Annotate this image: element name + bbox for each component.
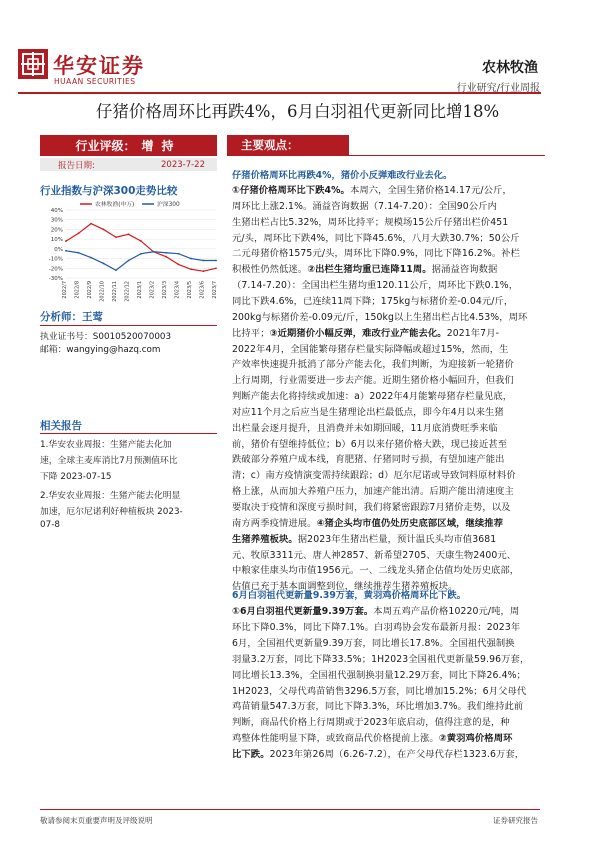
line-text: 前，猪价有望维持低位；b）6月以来仔猪价格大跌，现已接近甚至 (232, 438, 508, 450)
highlight-pig-price: 仔猪价格周环比再跌4%，猪价小反弹难改行业去化。 (232, 170, 453, 181)
paragraph-line (232, 746, 524, 760)
paragraph-line (232, 714, 510, 728)
paragraph-line (232, 531, 496, 545)
x-tick-label: 2022/12 (124, 281, 131, 302)
line-text: 中粮家佳康头均市值1956元。一、二线龙头猪企估值均处历史底部， (232, 565, 520, 577)
bold-phrase: ①仔猪价格周环比下跌4%。 (232, 185, 350, 196)
data-point (103, 229, 105, 231)
bold-phrase: 生猪养殖板块。 (232, 533, 298, 545)
related-line[interactable]: 1.华安农业周报：生猪产能去化加 (40, 440, 172, 450)
data-point (190, 268, 192, 270)
data-point (65, 250, 67, 252)
line-text: 二元母猪价格1575元/头，周环比下降0.9%，同比下降16.2%。补栏 (232, 248, 521, 260)
related-line[interactable]: 加速，厄尔尼诺利好种植板块 2023- (40, 507, 183, 517)
header-divider (18, 92, 541, 94)
line-text: 同比增长13.3%，全国祖代强制换羽量12.29万套，同比下降26.4%； (232, 669, 526, 681)
line-text: 6月，全国祖代更新量9.39万套，同比增长17.8%。全国祖代强制换 (232, 637, 515, 649)
related-line[interactable]: 07-8 (40, 520, 60, 530)
legend-label: 农林牧渔(申万) (95, 202, 135, 208)
cert-number: 执业证书号：S0010520070003 (40, 332, 172, 342)
data-point (203, 260, 205, 262)
paragraph-line (232, 230, 520, 244)
data-point (90, 223, 92, 225)
y-tick-label: 30% (50, 217, 63, 224)
y-tick-label: 10% (50, 237, 63, 244)
index-comparison-chart (40, 196, 220, 306)
analyst-heading: 分析师：王莺 (40, 311, 103, 323)
industry-rating-bar (40, 135, 217, 156)
x-tick-label: 2023/3 (162, 281, 168, 299)
data-point (153, 251, 155, 253)
line-text: 周环比上涨2.1%。涌益咨询数据（7.14-7.20）：全国90公斤内 (232, 200, 497, 212)
paragraph-line (232, 562, 519, 576)
x-tick-label: 2023/6 (199, 281, 206, 299)
line-text: 2021年7月- (446, 327, 500, 339)
main-points-heading: 主要观点： (227, 135, 349, 155)
line-text: 产效率快速提升抵消了部分产能去化，我们判断，为迎接新一轮猪价 (232, 359, 514, 371)
related-reports-heading: 相关报告 (40, 420, 82, 432)
line-text: 出栏量会逐月提升，且消费并未如期回暖，11月底消费旺季来临 (232, 422, 498, 434)
bold-phrase: 比下跌。 (232, 749, 270, 761)
footer-label: 证券研究报告 (493, 816, 538, 825)
bold-phrase: ③近期猪价小幅反弹，难改行业产能去化。 (269, 327, 447, 339)
paragraph-line (232, 547, 516, 561)
paragraph-line (232, 651, 529, 665)
line-text: 生猪出栏占比5.32%，周环比持平；规模场15公斤仔猪出栏价451 (232, 216, 509, 228)
line-text: （7.14-7.20）：全国出栏生猪均重120.11公斤，周环比下跌0.1%， (232, 280, 519, 292)
data-point (178, 253, 180, 255)
series-line-0 (66, 224, 216, 272)
data-point (115, 269, 117, 271)
related-line[interactable]: 下降 2023-07-15 (40, 472, 112, 482)
highlight-poultry: 6月白羽祖代更新量9.39万套，黄羽鸡价格周环比下跌。 (232, 590, 466, 601)
paragraph-line (232, 372, 514, 386)
footer-divider (40, 809, 540, 810)
y-tick-label: -20% (48, 266, 63, 273)
paragraph-line (232, 698, 523, 712)
line-text: 2023年第26周（6.26-7.2），在产父母代存栏1323.6万套， (269, 749, 525, 761)
paragraph-line (232, 467, 516, 481)
line-text: 本周五鸡产品价格10220元/吨，周 (373, 606, 520, 617)
line-text: 对应11个月之后应当是生猪理论出栏最低点，即今年4月以来生猪 (232, 406, 504, 418)
paragraph-line (232, 182, 512, 196)
bold-phrase: ①6月白羽祖代更新量9.39万套。 (232, 606, 374, 617)
chart-heading: 行业指数与沪深300走势比较 (40, 185, 178, 197)
x-tick-label: 2022/11 (112, 281, 118, 302)
paragraph-line (232, 404, 504, 418)
line-text: 格上涨，从而加大养殖户压力，加速产能出清。后期产能出清速度主 (232, 486, 514, 498)
paragraph-line (232, 198, 497, 212)
paragraph-line (232, 325, 499, 339)
paragraph-line (232, 261, 497, 275)
paragraph-line (232, 515, 503, 529)
rating-value: 增持 (141, 139, 182, 153)
line-text: 200kg与标猪价差-0.09元/斤，150kg以上生猪出栏占比4.53%，周环 (232, 311, 528, 323)
paragraph-line (232, 356, 514, 370)
x-tick-label: 2022/8 (74, 281, 81, 299)
data-point (215, 267, 217, 269)
x-tick-label: 2023/1 (137, 281, 143, 299)
data-point (128, 260, 130, 262)
data-point (103, 263, 105, 265)
date-value: 2023-7-22 (161, 159, 205, 170)
line-text: 2022年4月，全国能繁母猪存栏量实际降幅或超过15%，然而，生 (232, 343, 509, 355)
x-tick-label: 2023/7 (212, 281, 218, 299)
line-text: 鸡整体性能明显下降，或致商品代价格提前上涨。 (232, 733, 439, 745)
legend-label: 沪深300 (157, 202, 180, 208)
bold-phrase: ④猪企头均市值仍处历史底部区域，继续推荐 (316, 517, 504, 529)
paragraph-line (232, 245, 520, 259)
logo-text-cn: 华安证券 (53, 53, 145, 78)
line-text: 羽量3.2万套，同比下降33.5%；1H2023全国祖代更新量59.96万套， (232, 653, 530, 665)
line-text: 据涌益咨询数据 (431, 264, 498, 276)
data-point (203, 270, 205, 272)
paragraph-line (232, 451, 505, 465)
line-text: 同比下跌4.6%，已连续11周下降；175kg与标猪价差-0.04元/斤， (232, 295, 514, 307)
bold-phrase: ②黄羽鸡价格周环 (438, 733, 513, 745)
report-title: 仔猪价格周环比再跌4%，6月白羽祖代更新同比增18% (95, 102, 500, 121)
paragraph-line (232, 603, 519, 617)
data-point (90, 257, 92, 259)
date-label: 报告日期: (58, 160, 95, 171)
line-text: 估值已充于基本面调整到位，继续推荐生猪养殖板块。 (232, 581, 458, 593)
line-text: 1H2023，父母代鸡苗销售3296.5万套，同比增加15.2%；6月父母代 (232, 685, 527, 697)
logo-text-en: HUAAN SECURITIES (54, 77, 136, 86)
paragraph-line (232, 683, 526, 697)
related-line[interactable]: 2.华安农业周报：生猪产能去化明显 (40, 491, 181, 501)
data-point (115, 236, 117, 238)
data-point (165, 256, 167, 258)
logo-mark-icon (18, 49, 48, 79)
paragraph-line (232, 635, 515, 649)
line-text: 元、牧原3311元、唐人神2857、新希望2705、天康生物2400元、 (232, 549, 517, 561)
line-text: 本周六，全国生猪价格14.17元/公斤， (349, 185, 512, 196)
x-tick-label: 2022/9 (87, 281, 93, 299)
data-point (215, 260, 217, 262)
line-text: 清；c）南方疫情演变需持续跟踪；d）厄尔尼诺或导致饲料原材料价 (232, 470, 516, 482)
line-text: 判断，商品代价格上行周期或于2023年底启动，值得注意的是，种 (232, 717, 510, 729)
y-tick-label: 20% (50, 227, 63, 234)
y-tick-label: 40% (50, 208, 63, 214)
line-text: 南方两季疫情进展。 (232, 517, 317, 529)
company-logo (18, 49, 48, 79)
x-tick-label: 2023/4 (174, 281, 181, 299)
line-text: 元/头，周环比下跌4%，同比下降45.6%，八月大跌30.7%；50公斤 (232, 232, 520, 244)
analyst-divider (40, 325, 217, 326)
paragraph-line (232, 214, 508, 228)
y-tick-label: -30% (48, 276, 63, 282)
paragraph-line (232, 499, 511, 513)
related-divider (40, 433, 217, 434)
paragraph-line (232, 667, 526, 681)
paragraph-line (232, 277, 518, 291)
paragraph-line (232, 436, 507, 450)
bold-phrase: ②出栏生猪均重已连降11周。 (307, 264, 432, 276)
x-tick-label: 2022/10 (99, 281, 106, 302)
analyst-email[interactable]: 邮箱：wangying@hazq.com (40, 345, 161, 355)
data-point (178, 264, 180, 266)
report-type: 行业研究/行业周报 (456, 83, 540, 94)
data-point (128, 233, 130, 235)
x-tick-label: 2023/2 (149, 281, 156, 299)
main-points-divider (227, 155, 545, 156)
y-tick-label: -10% (48, 256, 63, 263)
paragraph-line (232, 619, 520, 633)
report-date-bar (40, 158, 217, 171)
data-point (140, 253, 142, 255)
related-line[interactable]: 速，全球主麦库消比7月预测值环比 (40, 456, 178, 466)
data-point (190, 258, 192, 260)
line-text: 比持平； (232, 327, 270, 339)
x-tick-label: 2022/7 (62, 281, 68, 299)
sector-title: 农林牧渔 (482, 60, 538, 76)
data-point (140, 240, 142, 242)
line-text: 积极性仍然低迷。 (232, 264, 308, 276)
line-text: 上行周期，行业需要进一步去产能。近期生猪价格小幅回升，但我们 (232, 375, 514, 387)
paragraph-line (232, 309, 527, 323)
line-text: 要取决于疫情和深度亏损时间，我们将紧密跟踪7月猪价走势，以及 (232, 502, 511, 513)
x-tick-label: 2023/5 (187, 281, 193, 299)
y-tick-label: 0% (54, 246, 63, 253)
data-point (165, 252, 167, 254)
line-text: 据2023年生猪出栏量，预计温氏头均市值3681 (297, 533, 497, 545)
chart-svg (40, 196, 220, 306)
paragraph-line (232, 388, 512, 402)
paragraph-line (232, 341, 509, 355)
data-point (78, 232, 80, 234)
paragraph-line (232, 730, 512, 744)
paragraph-line (232, 420, 498, 434)
line-text: 判断产能去化将持续或加速：a）2022年4月能繁母猪存栏量见底， (232, 391, 513, 403)
line-text: 鸡苗销量547.3万套，同比下降3.3%，环比增加3.7%。我们维持此前 (232, 701, 524, 713)
paragraph-line (232, 483, 514, 497)
data-point (78, 252, 80, 254)
line-text: 跌破部分养殖户成本线，育肥猪、仔猪同时亏损，有望加速产能出 (232, 454, 505, 466)
paragraph-line (232, 293, 513, 307)
footer-disclaimer: 敬请参阅末页重要声明及评级说明 (40, 816, 153, 825)
data-point (65, 240, 67, 242)
rating-label: 行业评级： (75, 139, 136, 153)
line-text: 环比下降0.3%，同比下降7.1%。白羽鸡协会发布最新月报：2023年 (232, 621, 521, 633)
